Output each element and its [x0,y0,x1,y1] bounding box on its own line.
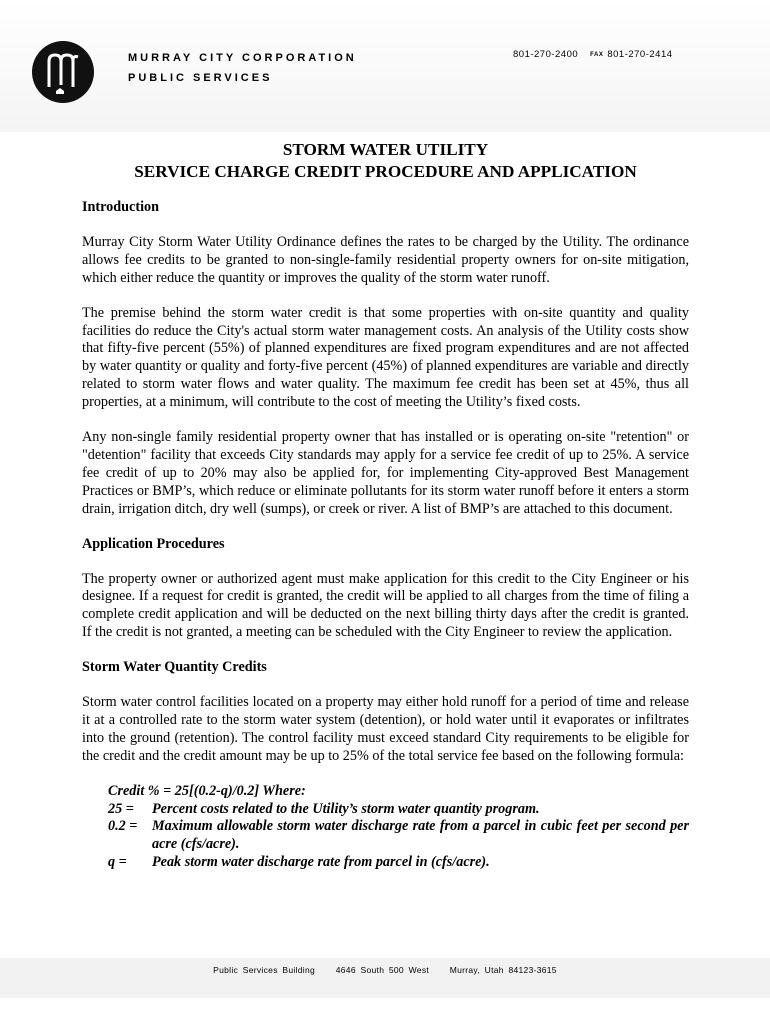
paragraph: The property owner or authorized agent must make application for this credit to the City Engineer or his designee. If a request for credit is granted, the credit will be applied to all charges from the time of filing a complete credit application and will be deducted on the next billing thirty days after the credit is granted. If the credit is not granted, a meeting can be scheduled with the City Engineer to review the application. [82,570,689,641]
footer-street: 4646 South 500 West [335,965,430,975]
murray-city-m-logo-icon [32,41,94,103]
fax-number: 801-270-2414 [607,49,673,60]
org-name: MURRAY CITY CORPORATION [128,52,357,64]
section-heading-quantity-credits: Storm Water Quantity Credits [82,659,267,676]
paragraph: Storm water control facilities located on a property may either hold runoff for a period of time and release it at a controlled rate to the storm water system (detention), or hold water until it evaporates or infiltrates into the ground (retention). The control facility must exceed standard City requirements to be eligible for the credit and the credit amount may be up to 25% of the total service fee based on the following formula: [82,694,689,764]
document-title [82,139,689,183]
footer-band [0,958,770,998]
section-heading-application-procedures: Application Procedures [82,535,225,552]
paragraph: Any non-single family residential property owner that has installed or is operating on-site "retention" or "detention" facility that exceeds City standards may apply for a service fee credit of up to 25%. A service fee credit of up to 20% may also be applied for, for implementing City-approved Best Management Practices or BMP’s, which reduce or eliminate pollutants for its storm water runoff before it enters a storm drain, irrigation ditch, dry well (sumps), or creek or river. A list of BMP’s are attached to this document. [82,429,689,517]
document-body [82,139,689,872]
letterhead [0,0,770,132]
formula-line: Credit % = 25[(0.2-q)/0.2] Where: [108,782,306,799]
formula-symbol: q = [108,854,127,871]
fax-label: FAX [590,52,604,58]
credit-formula [108,783,689,873]
paragraph: Murray City Storm Water Utility Ordinance defines the rates to be charged by the Utility. The ordinance allows fee credits to be granted to non-single-family residential property owners for on-site mitigation, which either reduce the quantity or improves the quality of the storm water runoff. [82,233,689,286]
title-line-1: STORM WATER UTILITY [282,140,489,159]
formula-description: Percent costs related to the Utility’s storm water quantity program. [152,800,540,817]
footer-address [0,965,770,975]
formula-description: Maximum allowable storm water discharge rate from a parcel in cubic feet per second per acre (cfs/acre). [152,818,689,853]
formula-description: Peak storm water discharge rate from parcel in (cfs/acre). [152,854,490,871]
paragraph: The premise behind the storm water credit is that some properties with on-site quantity and quality facilities do reduce the City's actual storm water management costs. An analysis of the Utility costs show that fifty-five percent (55%) of planned expenditures are fixed program expenditures and are not affected by water quantity or quality and forty-five percent (45%) of planned expenditures are variable and directly related to storm water flows and water quality. The maximum fee credit has been set at 45%, thus all properties, at a minimum, will contribute to the cost of meeting the Utility’s fixed costs. [82,304,689,411]
formula-term [108,818,689,854]
formula-term [108,854,689,872]
formula-symbol: 25 = [108,800,134,817]
department-name: PUBLIC SERVICES [128,72,273,84]
title-line-2: SERVICE CHARGE CREDIT PROCEDURE AND APPLICATION [134,162,637,181]
footer-city: Murray, Utah 84123-3615 [449,965,557,975]
organization-name [128,48,357,88]
formula-symbol: 0.2 = [108,818,138,835]
contact-numbers [513,48,673,62]
footer-building: Public Services Building [213,965,316,975]
section-heading-introduction: Introduction [82,199,159,215]
phone-number: 801-270-2400 [513,49,579,60]
formula-term [108,801,689,819]
